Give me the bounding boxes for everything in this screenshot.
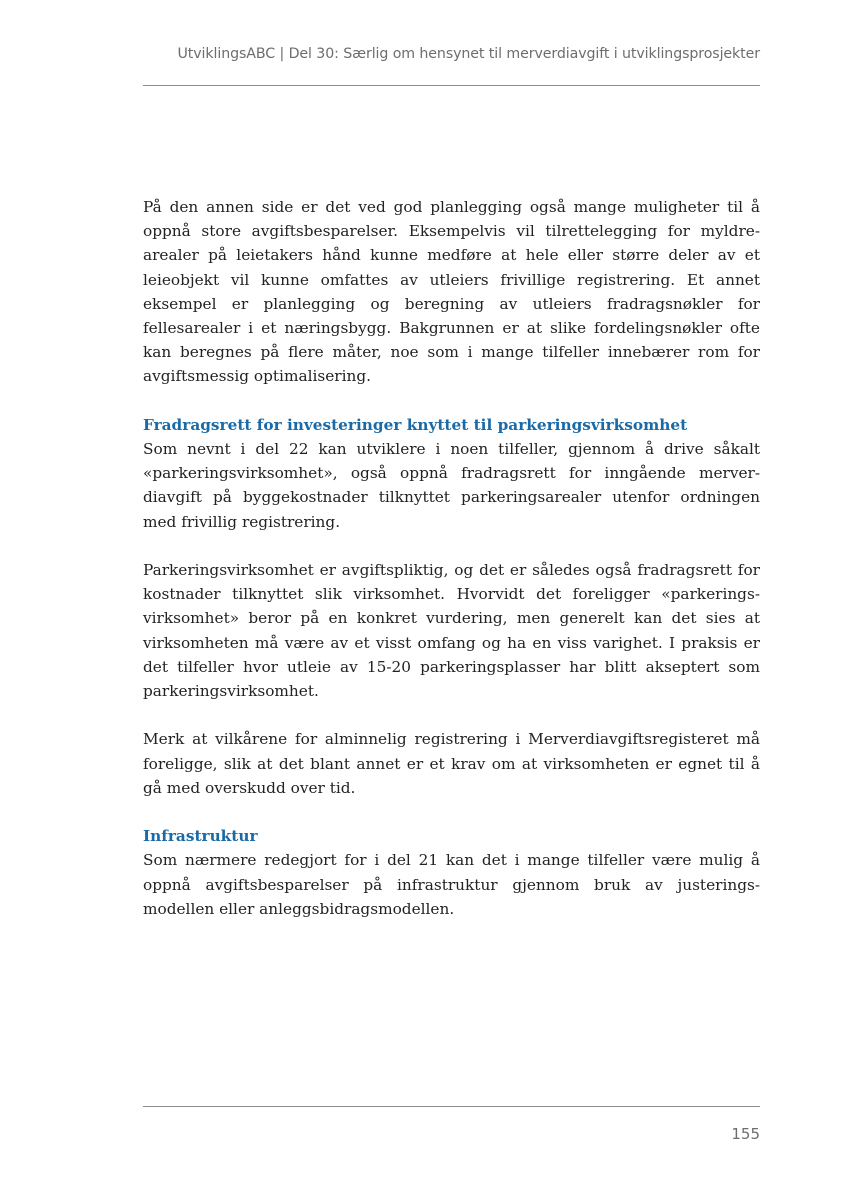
section-paragraph: Som nevnt i del 22 kan utviklere i noen tilfeller, gjennom å drive såkalt «parkeringsvirksomhet», også oppnå fradragsrett for inngående merver-diavgift på byggekostnader tilknyttet parkeringsarealer utenfor ordningen med frivillig registrering. <box>143 440 760 531</box>
section-heading-infrastruktur: Infrastruktur <box>143 827 258 846</box>
header-divider <box>143 85 760 86</box>
page-number: 155 <box>731 1125 760 1143</box>
intro-paragraph: På den annen side er det ved god planlegging også mange muligheter til å oppnå store avgiftsbesparelser. Eksempelvis vil tilrettelegging for myldre-arealer på leietakers hånd kunne medføre at hele eller større deler av et leieobjekt vil kunne omfattes av utleiers frivillige registrering. Et annet eksempel er planlegging og beregning av utleiers fradragsnøkler for fellesarealer i et næringsbygg. Bakgrunnen er at slike fordelingsnøkler ofte kan beregnes på flere måter, noe som i mange tilfeller innebærer rom for avgiftsmessig optimalisering. <box>143 198 760 386</box>
section-heading-parkering: Fradragsrett for investeringer knyttet til parkeringsvirksomhet <box>143 415 688 434</box>
running-header: UtviklingsABC | Del 30: Særlig om hensynet til merverdiavgift i utviklingsprosjekter <box>177 46 760 62</box>
section-paragraph: Som nærmere redegjort for i del 21 kan det i mange tilfeller være mulig å oppnå avgiftsbesparelser på infrastruktur gjennom bruk av justerings-modellen eller anleggsbidragsmodellen. <box>143 851 760 918</box>
page-content <box>143 195 760 921</box>
section-paragraph: Parkeringsvirksomhet er avgiftspliktig, og det er således også fradragsrett for kostnader tilknyttet slik virksomhet. Hvorvidt det foreligger «parkerings-virksomhet» beror på en konkret vurdering, men generelt kan det sies at virksomheten må være av et visst omfang og ha en viss varighet. I praksis er det tilfeller hvor utleie av 15-20 parkeringsplasser har blitt akseptert som parkeringsvirksomhet. <box>143 561 760 701</box>
section-paragraph: Merk at vilkårene for alminnelig registrering i Merverdiavgiftsregisteret må foreligge, slik at det blant annet er et krav om at virksomheten er egnet til å gå med overskudd over tid. <box>143 730 760 797</box>
footer-divider <box>143 1106 760 1107</box>
